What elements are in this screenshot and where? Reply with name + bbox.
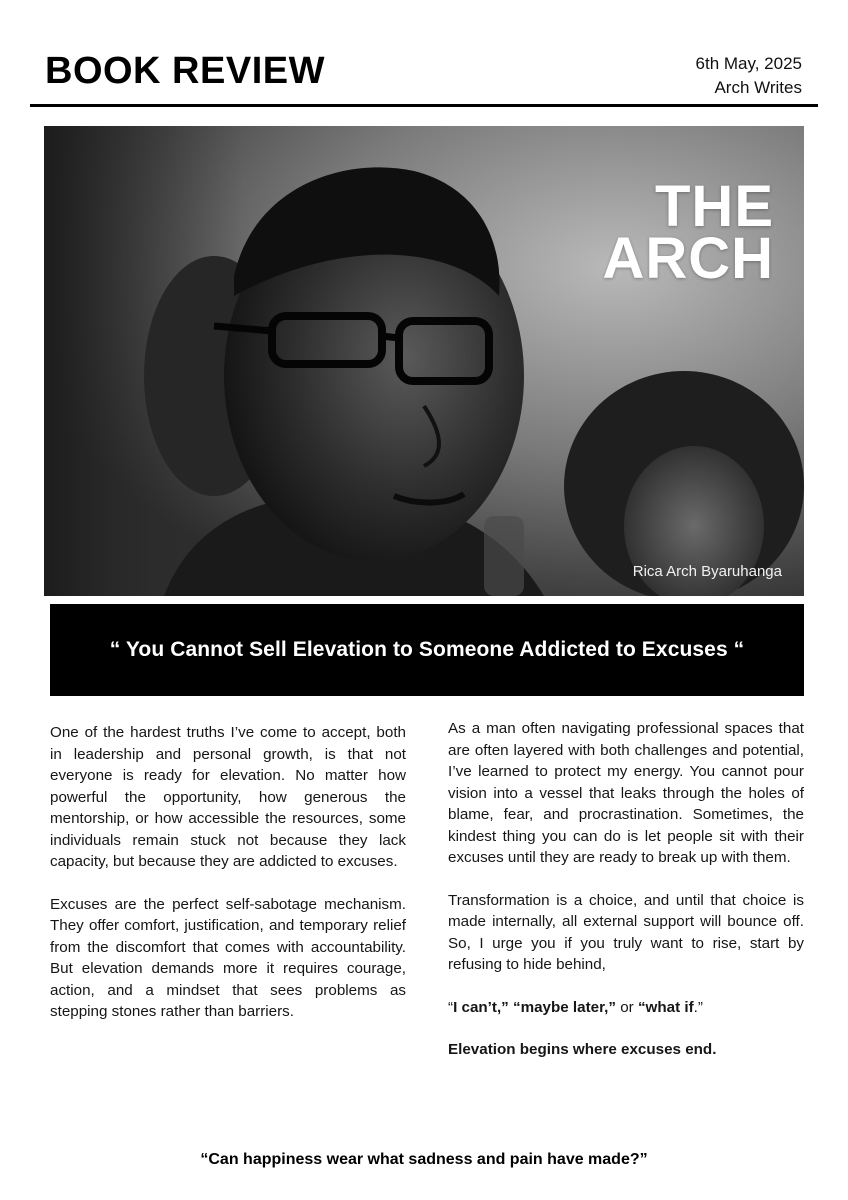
phrases-open-quote: “	[448, 998, 454, 1016]
right-paragraph-1: As a man often navigating professional spaces that are often layered with both challenges and potential, I’ve learned to protect my energy. You cannot pour vision into a vessel that leaks through the holes of blame, fear, and procrastination. Sometimes, the kindest thing you can do is let people sit with their excuses until they are ready to break up with them.	[448, 720, 804, 866]
publish-date: 6th May, 2025	[695, 54, 802, 73]
left-paragraph-2: Excuses are the perfect self-sabotage mechanism. They offer comfort, justification, and temporary relief from the discomfort that comes with accountability. But elevation demands more it requires courage, action, and a mindset that sees problems as stepping stones rather than barriers.	[50, 895, 406, 1020]
left-paragraph-1: One of the hardest truths I’ve come to accept, both in leadership and personal growth, is that not everyone is ready for elevation. No matter how powerful the opportunity, how generous the mentorship, or how accessible the resources, some individuals remain stuck not because they lack capacity, but because they are addicted to excuses.	[50, 724, 406, 870]
phrase-bold-1: I can’t,” “maybe later,”	[453, 998, 616, 1016]
page-title: BOOK REVIEW	[45, 50, 325, 92]
right-paragraph-2: Transformation is a choice, and until that choice is made internally, all external support will bounce off. So, I urge you if you truly want to rise, start by refusing to hide behind,	[448, 891, 804, 973]
phrase-bold-2: “what if	[637, 998, 694, 1016]
brand-line-1: THE	[655, 174, 774, 239]
header-meta	[696, 52, 802, 100]
footer-quote: “Can happiness wear what sadness and pain have made?”	[200, 1151, 648, 1168]
hero-photo	[44, 126, 804, 596]
brand-wordmark	[602, 174, 774, 291]
header-divider	[30, 104, 818, 107]
closing-statement: Elevation begins where excuses end.	[448, 1041, 717, 1058]
right-column	[448, 718, 804, 1082]
brand-line-2: ARCH	[602, 226, 774, 291]
left-column	[50, 722, 406, 1044]
phrases-close-quote: .”	[693, 998, 703, 1016]
byline: Arch Writes	[714, 78, 802, 97]
phrase-connector: or	[615, 998, 638, 1016]
headline-banner	[50, 604, 804, 696]
headline-quote: “ You Cannot Sell Elevation to Someone Addicted to Excuses “	[109, 638, 745, 661]
excuse-phrases	[448, 997, 804, 1019]
photo-caption: Rica Arch Byaruhanga	[632, 563, 782, 580]
